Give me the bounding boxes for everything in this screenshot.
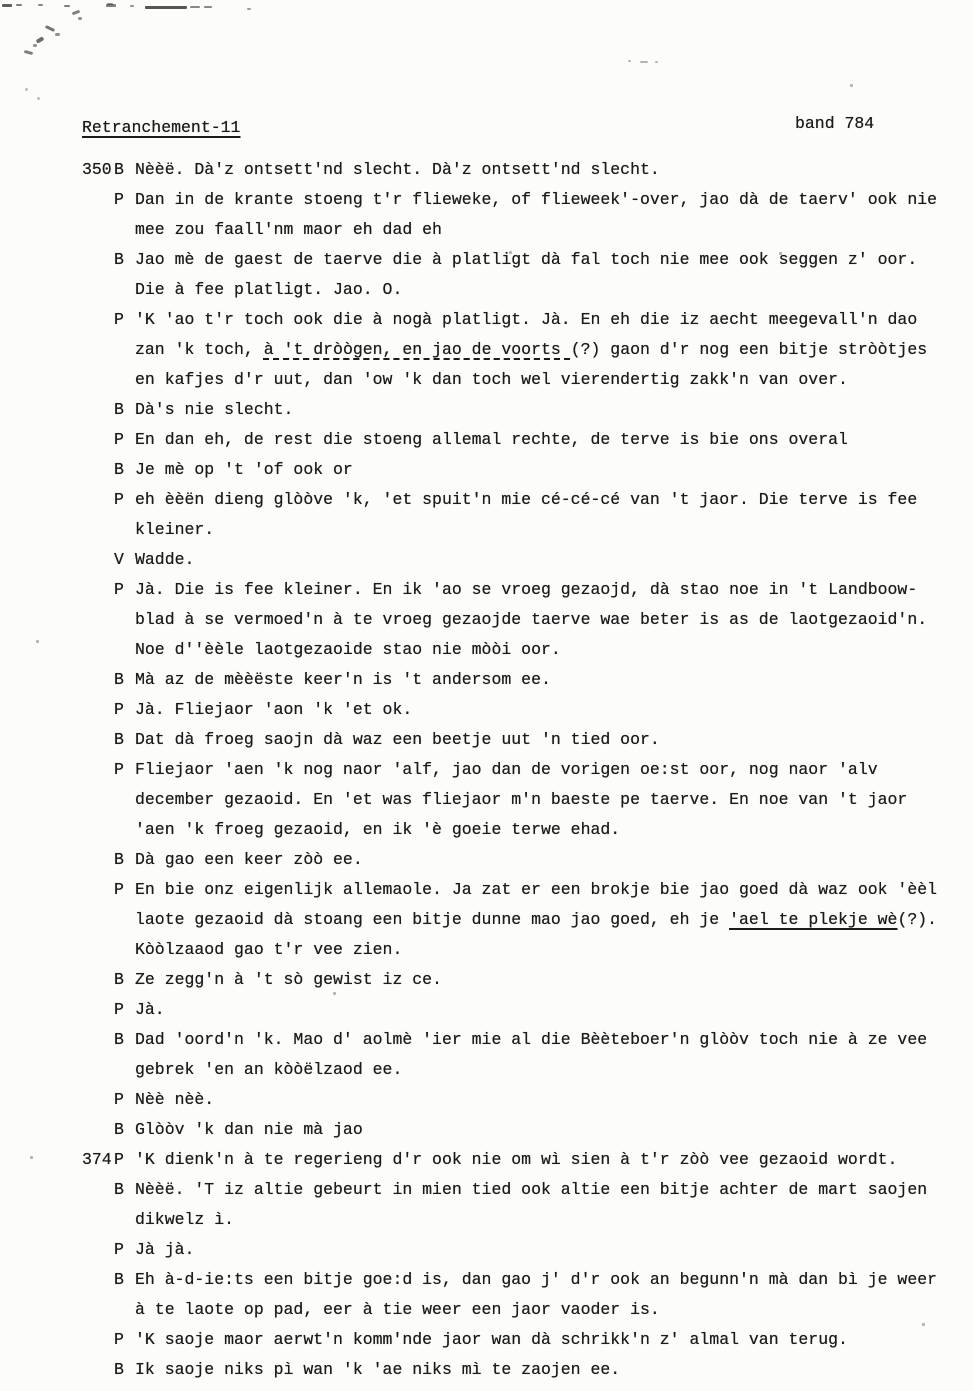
text-segment: eh èèën dieng glòòve 'k, 'et spuit'n mie cé-cé-cé van 't jaor. Die terve is fee xyxy=(135,490,918,509)
line-number xyxy=(82,815,114,845)
transcript-line xyxy=(82,275,962,305)
text-segment: en kafjes d'r uut, dan 'ow 'k dan toch wel vierendertig zakk'n van over. xyxy=(135,370,848,389)
speaker-label: B xyxy=(114,1120,124,1139)
line-number xyxy=(82,755,114,785)
transcript-line xyxy=(82,365,962,395)
text-segment: Dà's nie slecht. xyxy=(135,400,294,419)
line-number xyxy=(82,1265,114,1295)
transcript-line xyxy=(82,725,962,755)
transcript-line xyxy=(82,755,962,785)
line-number xyxy=(82,1085,114,1115)
page-title: Retranchement-11 xyxy=(82,118,241,137)
speaker-label: P xyxy=(114,880,124,899)
transcript-line xyxy=(82,575,962,605)
transcript-line xyxy=(82,1355,962,1385)
line-number xyxy=(82,335,114,365)
transcript-line xyxy=(82,815,962,845)
transcript-line xyxy=(82,245,962,275)
line-number xyxy=(82,785,114,815)
text-segment: Nèèë. Dà'z ontsett'nd slecht. Dà'z ontsett'nd slecht. xyxy=(135,160,660,179)
transcript-line xyxy=(82,635,962,665)
speaker-label xyxy=(114,215,135,245)
transcript-line xyxy=(82,1235,962,1265)
utterance-text xyxy=(135,755,962,785)
text-segment: laote gezaoid dà stoang een bitje dunne mao jao goed, eh je xyxy=(135,910,730,929)
text-segment: Jao mè de gaest de taerve die à platligt dà fal toch nie mee ook seggen z' oor. xyxy=(135,250,918,269)
text-segment: En dan eh, de rest die stoeng allemal rechte, de terve is bie ons overal xyxy=(135,430,848,449)
utterance-text xyxy=(135,1025,962,1055)
text-segment: Jà jà. xyxy=(135,1240,195,1259)
text-segment: mee zou faall'nm maor eh dad eh xyxy=(135,220,442,239)
text-segment: dikwelz ì. xyxy=(135,1210,235,1229)
utterance-text xyxy=(135,665,962,695)
text-segment: Eh à-d-ie:ts een bitje goe:d is, dan gao j' d'r ook an begunn'n mà dan bì je weer xyxy=(135,1270,938,1289)
text-segment: Je mè op 't 'of ook or xyxy=(135,460,353,479)
transcript-line xyxy=(82,1295,962,1325)
utterance-text xyxy=(135,1145,962,1175)
line-number xyxy=(82,455,114,485)
line-number xyxy=(82,1295,114,1325)
transcript-line xyxy=(82,1325,962,1355)
band-number: band 784 xyxy=(795,114,875,133)
text-segment: Kòòlzaaod gao t'r vee zien. xyxy=(135,940,403,959)
text-segment: Noe d''èèle laotgezaoide stao nie mòòi oor. xyxy=(135,640,561,659)
line-number xyxy=(82,1175,114,1205)
utterance-text xyxy=(135,455,962,485)
speaker-label: P xyxy=(114,430,124,449)
text-segment: Dan in de krante stoeng t'r flieweke, of flieweek'-over, jao dà de taerv' ook nie xyxy=(135,190,938,209)
speaker-label: P xyxy=(114,490,124,509)
line-number xyxy=(82,935,114,965)
speaker-label: P xyxy=(114,1150,124,1169)
line-number xyxy=(82,575,114,605)
line-number xyxy=(82,1025,114,1055)
line-number xyxy=(82,725,114,755)
speaker-label: P xyxy=(114,310,124,329)
transcript-line xyxy=(82,1145,962,1175)
text-segment: Dat dà froeg saojn dà waz een beetje uut 'n tied oor. xyxy=(135,730,660,749)
text-segment: Die à fee platligt. Jao. O. xyxy=(135,280,403,299)
utterance-text xyxy=(135,845,962,875)
text-segment: Nèèë. 'T iz altie gebeurt in mien tied ook altie een bitje achter de mart saojen xyxy=(135,1180,928,1199)
speaker-label xyxy=(114,815,135,845)
utterance-text xyxy=(135,545,962,575)
text-segment: Fliejaor 'aen 'k nog naor 'alf, jao dan de vorigen oe:st oor, nog naor 'alv xyxy=(135,760,878,779)
transcript-line xyxy=(82,1055,962,1085)
line-number xyxy=(82,1055,114,1085)
utterance-text xyxy=(135,695,962,725)
transcript-line xyxy=(82,785,962,815)
text-segment: Nèè nèè. xyxy=(135,1090,215,1109)
speaker-label: P xyxy=(114,1330,124,1349)
transcript-line xyxy=(82,305,962,335)
transcript-line xyxy=(82,485,962,515)
speaker-label: P xyxy=(114,1090,124,1109)
speaker-label: B xyxy=(114,160,124,179)
text-segment: Wadde. xyxy=(135,550,195,569)
utterance-text xyxy=(135,425,962,455)
utterance-text xyxy=(135,1355,962,1385)
speaker-label: B xyxy=(114,850,124,869)
utterance-text xyxy=(135,245,962,275)
utterance-text xyxy=(135,485,962,515)
speaker-label xyxy=(114,785,135,815)
transcript-line xyxy=(82,1205,962,1235)
transcript-line xyxy=(82,185,962,215)
speaker-label xyxy=(114,935,135,965)
utterance-text xyxy=(135,1295,962,1325)
speaker-label: B xyxy=(114,1030,124,1049)
speaker-label xyxy=(114,1205,135,1235)
line-number xyxy=(82,605,114,635)
utterance-text xyxy=(135,1235,962,1265)
line-number xyxy=(82,665,114,695)
line-number xyxy=(82,185,114,215)
transcript-line xyxy=(82,905,962,935)
utterance-text xyxy=(135,185,962,215)
text-segment: 'K dienk'n à te regerieng d'r ook nie om wì sien à t'r zòò vee gezaoid wordt. xyxy=(135,1150,898,1169)
line-number xyxy=(82,545,114,575)
speaker-label: B xyxy=(114,400,124,419)
transcript-line xyxy=(82,845,962,875)
transcript-line xyxy=(82,1115,962,1145)
transcript-line xyxy=(82,455,962,485)
speaker-label: P xyxy=(114,580,124,599)
transcript-line xyxy=(82,875,962,905)
line-number xyxy=(82,635,114,665)
speaker-label: B xyxy=(114,670,124,689)
text-segment: Dad 'oord'n 'k. Mao d' aolmè 'ier mie al die Bèèteboer'n glòòv toch nie à ze vee xyxy=(135,1030,928,1049)
underlined-text: à 't dròògen, en jao de voorts xyxy=(263,340,571,359)
text-segment: Ze zegg'n à 't sò gewist iz ce. xyxy=(135,970,442,989)
utterance-text xyxy=(135,1205,962,1235)
line-number: 350 xyxy=(82,160,112,179)
speaker-label xyxy=(114,605,135,635)
utterance-text xyxy=(135,785,962,815)
utterance-text xyxy=(135,1325,962,1355)
utterance-text xyxy=(135,605,962,635)
line-number xyxy=(82,215,114,245)
speaker-label: B xyxy=(114,250,124,269)
line-number xyxy=(82,1205,114,1235)
transcript-line xyxy=(82,155,962,185)
text-segment: Dà gao een keer zòò ee. xyxy=(135,850,363,869)
transcript-line xyxy=(82,995,962,1025)
transcript-line xyxy=(82,1265,962,1295)
transcript xyxy=(82,155,962,1385)
text-segment: kleiner. xyxy=(135,520,215,539)
text-segment: (?) gaon d'r nog een bitje stròòtjes xyxy=(570,340,928,359)
page-header xyxy=(0,114,973,142)
speaker-label: B xyxy=(114,970,124,989)
text-segment: december gezaoid. En 'et was fliejaor m'n baeste pe taerve. En noe van 't jaor xyxy=(135,790,908,809)
line-number xyxy=(82,485,114,515)
utterance-text xyxy=(135,1055,962,1085)
speaker-label: B xyxy=(114,460,124,479)
line-number xyxy=(82,245,114,275)
utterance-text xyxy=(135,995,962,1025)
line-number xyxy=(82,845,114,875)
speaker-label: P xyxy=(114,760,124,779)
utterance-text xyxy=(135,275,962,305)
utterance-text xyxy=(135,155,962,185)
text-segment: à te laote op pad, eer à tie weer een jaor vaoder is. xyxy=(135,1300,660,1319)
utterance-text xyxy=(135,515,962,545)
text-segment: Jà. Die is fee kleiner. En ik 'ao se vroeg gezaojd, dà stao noe in 't Landboow- xyxy=(135,580,918,599)
text-segment: blad à se vermoed'n à te vroeg gezaojde taerve wae beter is as de laotgezaoid'n. xyxy=(135,610,928,629)
utterance-text xyxy=(135,1265,962,1295)
line-number xyxy=(82,1325,114,1355)
transcript-line xyxy=(82,665,962,695)
transcript-line xyxy=(82,215,962,245)
speaker-label: B xyxy=(114,730,124,749)
transcript-line xyxy=(82,695,962,725)
text-segment: Glòòv 'k dan nie mà jao xyxy=(135,1120,363,1139)
transcript-line xyxy=(82,1085,962,1115)
line-number xyxy=(82,995,114,1025)
text-segment: 'K 'ao t'r toch ook die à nogà platligt. Jà. En eh die iz aecht meegevall'n dao xyxy=(135,310,918,329)
speaker-label xyxy=(114,515,135,545)
utterance-text xyxy=(135,305,962,335)
speaker-label: P xyxy=(114,700,124,719)
speaker-label: P xyxy=(114,1000,124,1019)
line-number xyxy=(82,515,114,545)
text-segment: (?). xyxy=(897,910,938,929)
text-segment: zan 'k toch, xyxy=(135,340,264,359)
utterance-text xyxy=(135,635,962,665)
text-segment: Jà. Fliejaor 'aon 'k 'et ok. xyxy=(135,700,413,719)
utterance-text xyxy=(135,395,962,425)
transcript-line xyxy=(82,965,962,995)
utterance-text xyxy=(135,1085,962,1115)
speaker-label: V xyxy=(114,550,124,569)
line-number xyxy=(82,1115,114,1145)
utterance-text xyxy=(135,215,962,245)
speaker-label xyxy=(114,275,135,305)
utterance-text xyxy=(135,935,962,965)
line-number xyxy=(82,695,114,725)
line-number xyxy=(82,1235,114,1265)
line-number xyxy=(82,425,114,455)
line-number xyxy=(82,365,114,395)
line-number: 374 xyxy=(82,1150,112,1169)
transcript-line xyxy=(82,425,962,455)
line-number xyxy=(82,305,114,335)
line-number xyxy=(82,875,114,905)
speaker-label: P xyxy=(114,1240,124,1259)
speaker-label: B xyxy=(114,1360,124,1379)
transcript-line xyxy=(82,1175,962,1205)
transcript-line xyxy=(82,1025,962,1055)
transcript-line xyxy=(82,605,962,635)
speaker-label xyxy=(114,365,135,395)
utterance-text xyxy=(135,815,962,845)
speaker-label xyxy=(114,905,135,935)
text-segment: 'aen 'k froeg gezaoid, en ik 'è goeie terwe ehad. xyxy=(135,820,621,839)
utterance-text xyxy=(135,575,962,605)
speaker-label xyxy=(114,335,135,365)
line-number xyxy=(82,275,114,305)
transcript-line xyxy=(82,935,962,965)
utterance-text xyxy=(135,965,962,995)
text-segment: 'K saoje maor aerwt'n komm'nde jaor wan dà schrikk'n z' almal van terug. xyxy=(135,1330,848,1349)
speaker-label xyxy=(114,1055,135,1085)
transcript-line xyxy=(82,335,962,365)
utterance-text xyxy=(135,335,962,365)
transcript-line xyxy=(82,545,962,575)
utterance-text xyxy=(135,1115,962,1145)
speaker-label: B xyxy=(114,1180,124,1199)
underlined-text: 'ael te plekje wè xyxy=(729,910,898,929)
line-number xyxy=(82,1355,114,1385)
utterance-text xyxy=(135,1175,962,1205)
utterance-text xyxy=(135,725,962,755)
transcript-line xyxy=(82,395,962,425)
speaker-label: B xyxy=(114,1270,124,1289)
text-segment: Jà. xyxy=(135,1000,165,1019)
speaker-label: P xyxy=(114,190,124,209)
text-segment: En bie onz eigenlijk allemaole. Ja zat er een brokje bie jao goed dà waz ook 'èèl xyxy=(135,880,938,899)
text-segment: Ik saoje niks pì wan 'k 'ae niks mì te zaojen ee. xyxy=(135,1360,621,1379)
utterance-text xyxy=(135,875,962,905)
utterance-text xyxy=(135,365,962,395)
text-segment: gebrek 'en an kòòëlzaod ee. xyxy=(135,1060,403,1079)
text-segment: Mà az de mèèëste keer'n is 't andersom ee. xyxy=(135,670,551,689)
speaker-label xyxy=(114,1295,135,1325)
line-number xyxy=(82,965,114,995)
line-number xyxy=(82,905,114,935)
utterance-text xyxy=(135,905,962,935)
speaker-label xyxy=(114,635,135,665)
line-number xyxy=(82,395,114,425)
transcript-line xyxy=(82,515,962,545)
